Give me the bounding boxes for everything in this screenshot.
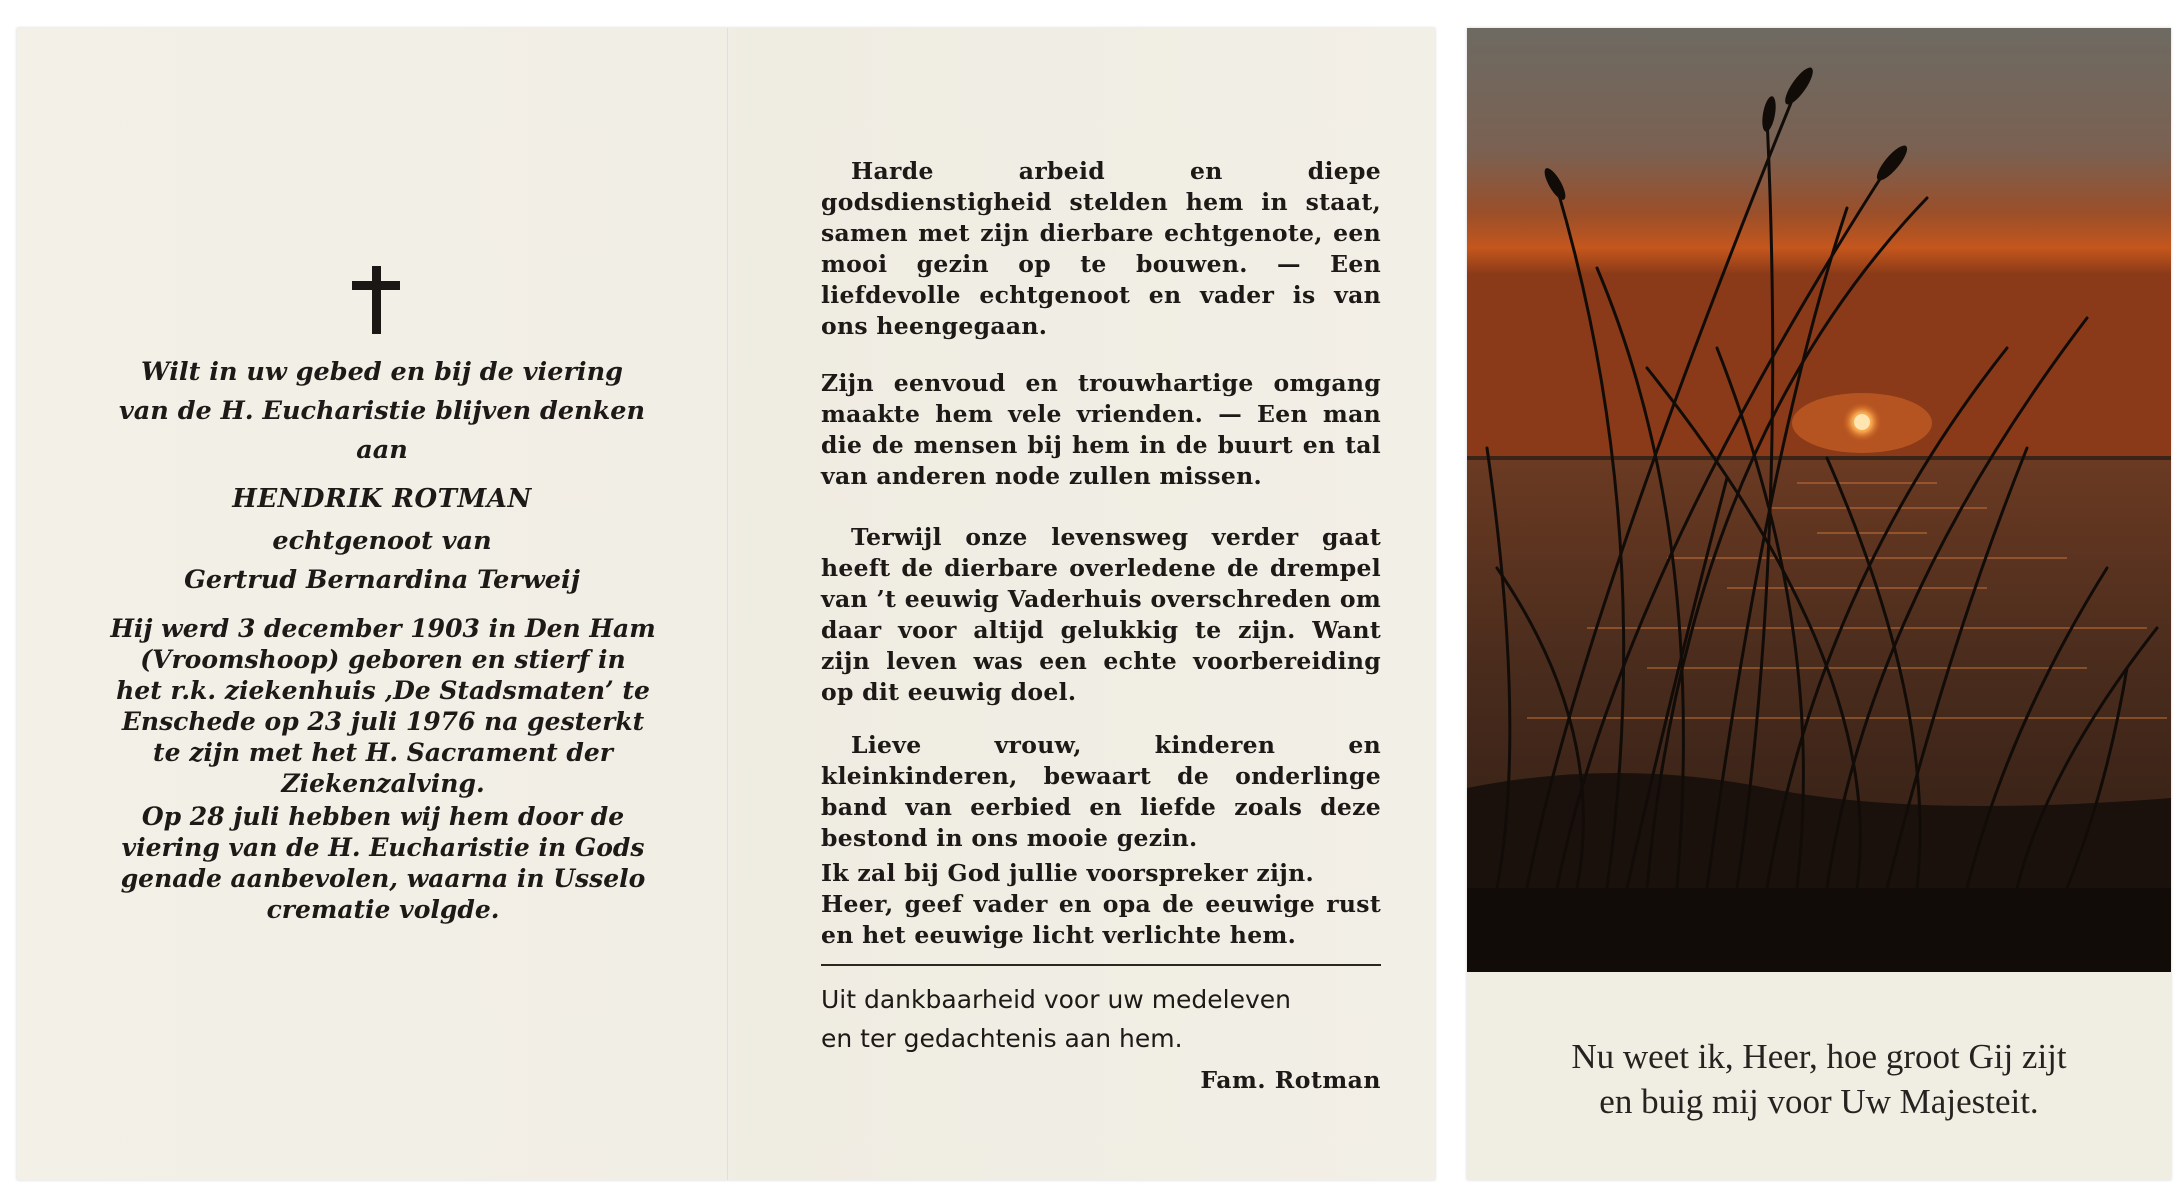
bio-line: te zijn met het H. Sacrament der [153,738,613,767]
middle-panel [729,28,1435,1180]
bio-line: Ziekenzalving. [281,769,485,798]
bio2-line: crematie volgde. [266,895,500,924]
family-signature: Fam. Rotman [1200,1066,1381,1094]
cremation-notice [87,801,679,925]
bio2-line: Op 28 juli hebben wij hem door de [141,802,625,831]
bio2-line: genade aanbevolen, waarna in Usselo [120,864,646,893]
thanks-line: Uit dankbaarheid voor uw medeleven [821,985,1292,1014]
thanks-line: en ter gedachtenis aan hem. [821,1024,1183,1053]
memorial-card-cover [1467,28,2171,1180]
invite-line: van de H. Eucharistie blijven denken [118,396,646,426]
invite-line: aan [356,435,408,465]
paragraph-family: Lieve vrouw, kinderen en kleinkinderen, bewaart de onderlinge band van eerbied en liefde zoals deze bestond in ons mooie gezin. [821,731,1381,852]
deceased-name: HENDRIK ROTMAN [232,484,532,514]
paragraph-labor: Harde arbeid en diepe godsdienstigheid stelden hem in staat, samen met zijn dierbare echtgenote, een mooi gezin op te bouwen. — Een liefdevolle echtgenoot en vader is van ons heengegaan. [821,157,1381,340]
spouse-name: Gertrud Bernardina Terweij [184,565,580,595]
memorial-card-inside [17,28,1435,1180]
bio-line: het r.k. ziekenhuis ‚De Stadsmaten’ te [116,676,650,705]
invite-line: Wilt in uw gebed en bij de viering [141,357,623,387]
sunset-photo-illustration [1467,28,2171,972]
paragraph-prayer: Heer, geef vader en opa de eeuwige rust en het eeuwige licht verlichte hem. [821,890,1381,949]
left-panel [17,28,727,1180]
paragraph-intercessor: Ik zal bij God jullie voorspreker zijn. [821,859,1314,887]
verse-line: Nu weet ik, Heer, hoe groot Gij zijt [1571,1037,2067,1076]
paragraph-life-path: Terwijl onze levensweg verder gaat heeft de dierbare overledene de drempel van ’t eeuwig Vaderhuis overschreden om daar voor altijd gelukkig te zijn. Want zijn leven was een echte voorbereiding op dit eeuwig doel. [821,523,1381,706]
bio-line: Hij werd 3 december 1903 in Den Ham [110,614,656,643]
bio-line: Enschede op 23 juli 1976 na gesterkt [121,707,645,736]
divider [821,964,1381,966]
cross-icon [352,266,400,334]
paragraph-friends: Zijn eenvoud en trouwhartige omgang maakte hem vele vrienden. — Een man die de mensen bij hem in de buurt en tal van anderen node zullen missen. [821,369,1381,490]
spouse-label: echtgenoot van [272,526,492,556]
verse [1507,1034,2131,1124]
verse-line: en buig mij voor Uw Majesteit. [1599,1082,2039,1121]
prayer-invitation [77,353,687,470]
bio-line: (Vroomshoop) geboren en stierf in [140,645,626,674]
bio2-line: viering van de H. Eucharistie in Gods [121,833,645,862]
biography [87,613,679,799]
thanks-note [821,980,1381,1058]
sunset-reeds-photo [1467,28,2171,972]
